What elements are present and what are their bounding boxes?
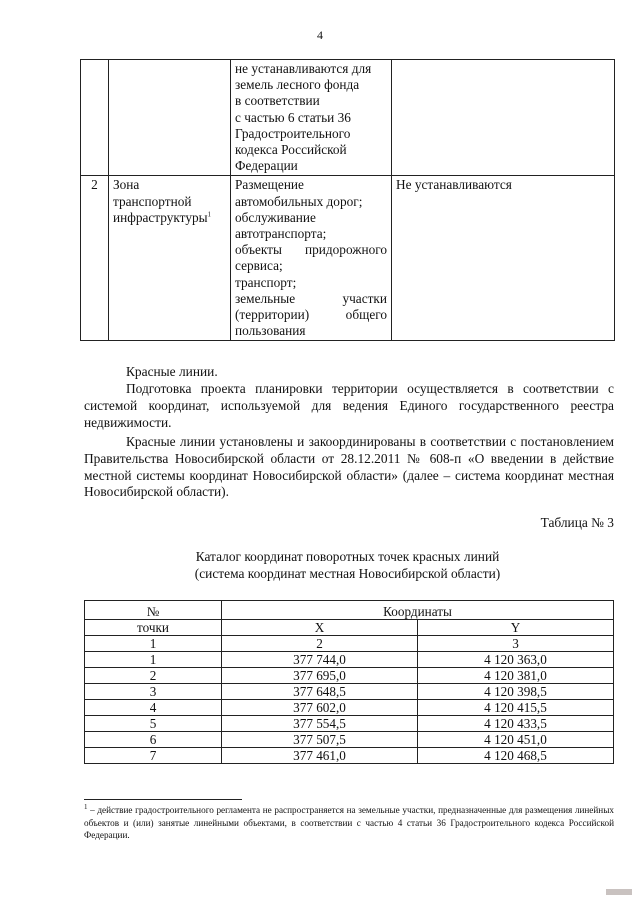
zone-limits-cell: [392, 60, 615, 176]
x-value: 377 507,5: [222, 732, 418, 748]
header-point: точки: [85, 620, 222, 636]
footnote: [84, 804, 614, 842]
y-value: 4 120 451,0: [418, 732, 614, 748]
usage-line: не устанавливаются для: [235, 61, 372, 76]
header-coordinates: Координаты: [222, 601, 614, 620]
table-row: [85, 732, 614, 748]
table-caption: [80, 549, 615, 583]
y-value: 4 120 381,0: [418, 668, 614, 684]
zone-usage-cell: [231, 176, 392, 341]
usage-line: Федерации: [235, 158, 298, 174]
table-row: [85, 748, 614, 764]
header-x: X: [222, 620, 418, 636]
footnote-text: – действие градостроительного регламента не распространяется на земельные участки, предназначенные для размещения линейных объектов и (или) занятые линейными объектами, в соответствии с частью 4 статьи 36 Градостроительного кодекса Российской Федерации.: [84, 805, 614, 841]
paragraph-decree: [84, 434, 614, 501]
point-number: 6: [85, 732, 222, 748]
table-header-row: [85, 620, 614, 636]
y-value: 4 120 415,5: [418, 700, 614, 716]
page-number: 4: [317, 28, 323, 42]
paragraph-text: Красные линии установлены и закоординированы в соответствии с постановлением Правительства Новосибирской области от 28.12.2011 № 608-п «О введении в действие местной системы координат Новосибирской области» (далее – система координат местная Новосибирской области).: [84, 434, 614, 500]
usage-line: кодекса Российской: [235, 142, 347, 158]
point-number: 3: [85, 684, 222, 700]
table-header-row: [85, 601, 614, 620]
usage-line: в соответствии: [235, 93, 320, 109]
point-number: 2: [85, 668, 222, 684]
index-cell: 3: [418, 636, 614, 652]
zone-name-line: [113, 210, 226, 226]
usage-line: (территории) общего: [235, 307, 387, 323]
paragraph-text: Красные линии.: [126, 364, 218, 379]
x-value: 377 744,0: [222, 652, 418, 668]
zones-table: [80, 59, 615, 341]
point-number: 7: [85, 748, 222, 764]
index-cell: 1: [85, 636, 222, 652]
zone-name-cell: [109, 176, 231, 341]
footnote-reference: 1: [207, 210, 212, 219]
point-number: 4: [85, 700, 222, 716]
table-label: Таблица № 3: [540, 515, 614, 530]
footnote-divider: [84, 799, 242, 800]
usage-line: сервиса;: [235, 258, 283, 274]
table-row: [81, 176, 615, 341]
header-y: Y: [418, 620, 614, 636]
usage-line: земельные участки: [235, 290, 387, 306]
caption-line: Каталог координат поворотных точек красных линий: [195, 549, 500, 564]
footnote-mark: 1: [84, 802, 88, 811]
zone-limits-cell: Не устанавливаются: [392, 176, 615, 341]
table-row: [85, 700, 614, 716]
coordinates-table: [84, 600, 614, 764]
header-number: №: [85, 601, 222, 620]
usage-line: Размещение: [235, 177, 304, 193]
zone-number-cell: [81, 60, 109, 176]
usage-line: объекты придорожного: [235, 242, 387, 258]
x-value: 377 602,0: [222, 700, 418, 716]
paragraph-text: Подготовка проекта планировки территории осуществляется в соответствии с системой координат, используемой для ведения Единого государственного реестра недвижимости.: [84, 381, 614, 430]
table-row: [85, 684, 614, 700]
zone-name-line: Зона: [113, 177, 140, 193]
y-value: 4 120 363,0: [418, 652, 614, 668]
table-row: [85, 716, 614, 732]
usage-line: земель лесного фонда: [235, 77, 360, 93]
zone-name-text: инфраструктуры: [113, 209, 208, 225]
zone-usage-cell: [231, 60, 392, 176]
usage-line: транспорт;: [235, 274, 297, 290]
scan-artifact: [606, 889, 632, 895]
y-value: 4 120 468,5: [418, 748, 614, 764]
zone-name-cell: [109, 60, 231, 176]
index-cell: 2: [222, 636, 418, 652]
table-row: [85, 652, 614, 668]
table-row: [85, 668, 614, 684]
table-index-row: [85, 636, 614, 652]
table-row: [81, 60, 615, 176]
zone-number-cell: 2: [81, 176, 109, 341]
point-number: 1: [85, 652, 222, 668]
usage-line: Градостроительного: [235, 125, 351, 141]
usage-line: пользования: [235, 323, 306, 339]
x-value: 377 695,0: [222, 668, 418, 684]
usage-line: обслуживание: [235, 209, 316, 225]
usage-line: автотранспорта;: [235, 226, 327, 242]
paragraph-red-lines: [84, 364, 614, 381]
usage-line: с частью 6 статьи 36: [235, 109, 351, 125]
paragraph-coordinate-system: [84, 381, 614, 431]
zone-name-line: транспортной: [113, 193, 192, 209]
usage-line: автомобильных дорог;: [235, 193, 363, 209]
x-value: 377 554,5: [222, 716, 418, 732]
caption-line: (система координат местная Новосибирской области): [194, 565, 501, 581]
x-value: 377 461,0: [222, 748, 418, 764]
x-value: 377 648,5: [222, 684, 418, 700]
y-value: 4 120 433,5: [418, 716, 614, 732]
point-number: 5: [85, 716, 222, 732]
y-value: 4 120 398,5: [418, 684, 614, 700]
